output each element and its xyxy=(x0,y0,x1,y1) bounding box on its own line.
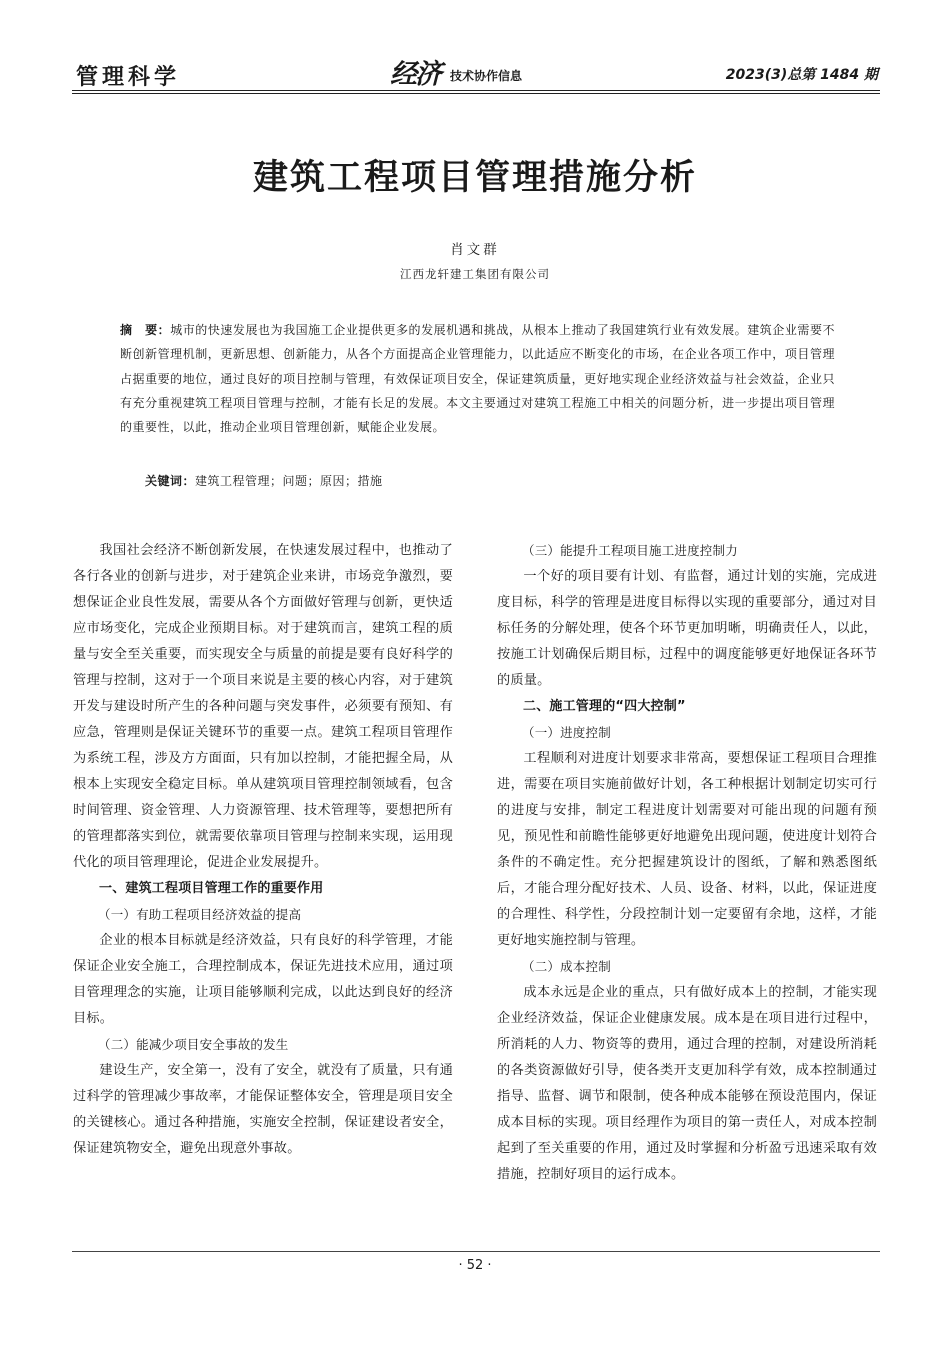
subsection-heading: （一）有助工程项目经济效益的提高 xyxy=(98,907,302,922)
keywords-text: 建筑工程管理；问题；原因；措施 xyxy=(195,474,383,488)
page-number: · 52 · xyxy=(458,1258,492,1273)
issue-number: 2023(3)总第 1484 期 xyxy=(725,67,878,83)
paragraph: 企业的根本目标就是经济效益，只有良好的科学管理，才能保证企业安全施工，合理控制成本，保证先进技术应用，通过项目管理理念的实施，让项目能够顺利完成，以此达到良好的经济目标。 xyxy=(73,933,453,1026)
abstract-text: 城市的快速发展也为我国施工企业提供更多的发展机遇和挑战，从根本上推动了我国建筑行业有效发展。建筑企业需要不断创新管理机制，更新思想、创新能力，从各个方面提高企业管理能力，以此适应不断变化的市场，在企业各项工作中，项目管理占据重要的地位，通过良好的项目控制与管理，有效保证项目安全，保证建筑质量，更好地实现企业经济效益与社会效益，企业只有充分重视建筑工程项目管理与控制，才能有长足的发展。本文主要通过对建筑工程施工中相关的问题分析，进一步提出项目管理的重要性，以此，推动企业项目管理创新，赋能企业发展。 xyxy=(120,323,835,435)
paragraph: 建设生产，安全第一，没有了安全，就没有了质量，只有通过科学的管理减少事故率，才能保证整体安全，管理是项目安全的关键核心。通过各种措施，实施安全控制，保证建设者安全，保证建筑物安全，避免出现意外事故。 xyxy=(73,1063,453,1156)
body-column-left xyxy=(73,538,453,1162)
section-name: 管理科学 xyxy=(76,65,181,90)
header-rule-thin xyxy=(72,93,880,94)
section-heading: 一、建筑工程项目管理工作的重要作用 xyxy=(99,881,324,896)
footer-rule xyxy=(72,1251,880,1252)
subsection-heading: （二）能减少项目安全事故的发生 xyxy=(98,1037,289,1052)
paragraph: 一个好的项目要有计划、有监督，通过计划的实施，完成进度目标，科学的管理是进度目标得以实现的重要部分，通过对目标任务的分解处理，使各个环节更加明晰，明确责任人，以此，按施工计划确保后期目标，过程中的调度能够更好地保证各环节的质量。 xyxy=(497,569,877,688)
journal-subtitle: 技术协作信息 xyxy=(450,69,523,83)
subsection-heading: （三）能提升工程项目施工进度控制力 xyxy=(522,543,738,558)
abstract xyxy=(120,318,835,439)
paragraph: 工程顺利对进度计划要求非常高，要想保证工程项目合理推进，需要在项目实施前做好计划，各工种根据计划制定切实可行的进度与安排，制定工程进度计划需要对可能出现的问题有预见，预见性和前瞻性能够更好地避免出现问题，使进度计划符合条件的不确定性。充分把握建筑设计的图纸，了解和熟悉图纸后，才能合理分配好技术、人员、设备、材料，以此，保证进度的合理性、科学性，分段控制计划一定要留有余地，这样，才能更好地实施控制与管理。 xyxy=(497,751,877,948)
article-title: 建筑工程项目管理措施分析 xyxy=(252,158,697,198)
journal-logo: 经济 xyxy=(390,59,440,90)
running-header xyxy=(72,52,880,92)
header-rule xyxy=(72,90,880,91)
abstract-label: 摘 要： xyxy=(120,323,171,337)
subsection-heading: （一）进度控制 xyxy=(522,725,611,740)
paragraph: 我国社会经济不断创新发展，在快速发展过程中，也推动了各行各业的创新与进步，对于建筑企业来讲，市场竞争激烈，要想保证企业良性发展，需要从各个方面做好管理与创新，更快适应市场变化，完成企业预期目标。对于建筑而言，建筑工程的质量与安全至关重要，而实现安全与质量的前提是要有良好科学的管理与控制，这对于一个项目来说是主要的核心内容，对于建筑开发与建设时所产生的各种问题与突发事件，必须要有预知、有应急，管理则是保证关键环节的重要一点。建筑工程项目管理作为系统工程，涉及方方面面，只有加以控制，才能把握全局，从根本上实现安全稳定目标。单从建筑项目管理控制领域看，包含时间管理、资金管理、人力资源管理、技术管理等，要想把所有的管理都落实到位，就需要依靠项目管理与控制来实现，运用现代化的项目管理理论，促进企业发展提升。 xyxy=(73,543,453,870)
keywords-label: 关键词： xyxy=(145,474,196,488)
subsection-heading: （二）成本控制 xyxy=(522,959,611,974)
body-column-right xyxy=(497,538,877,1188)
paragraph: 成本永远是企业的重点，只有做好成本上的控制，才能实现企业经济效益，保证企业健康发展。成本是在项目进行过程中，所消耗的人力、物资等的费用，通过合理的控制，对建设所消耗的各类资源做好引导，使各类开支更加科学有效，成本控制通过指导、监督、调节和限制，使各种成本能够在预设范围内，保证成本目标的实现。项目经理作为项目的第一责任人，对成本控制起到了至关重要的作用，通过及时掌握和分析盈亏迅速采取有效措施，控制好项目的运行成本。 xyxy=(497,985,877,1182)
section-heading: 二、施工管理的“四大控制” xyxy=(523,699,686,714)
affiliation: 江西龙轩建工集团有限公司 xyxy=(400,267,550,281)
keywords xyxy=(145,472,835,489)
author: 肖文群 xyxy=(450,242,500,258)
